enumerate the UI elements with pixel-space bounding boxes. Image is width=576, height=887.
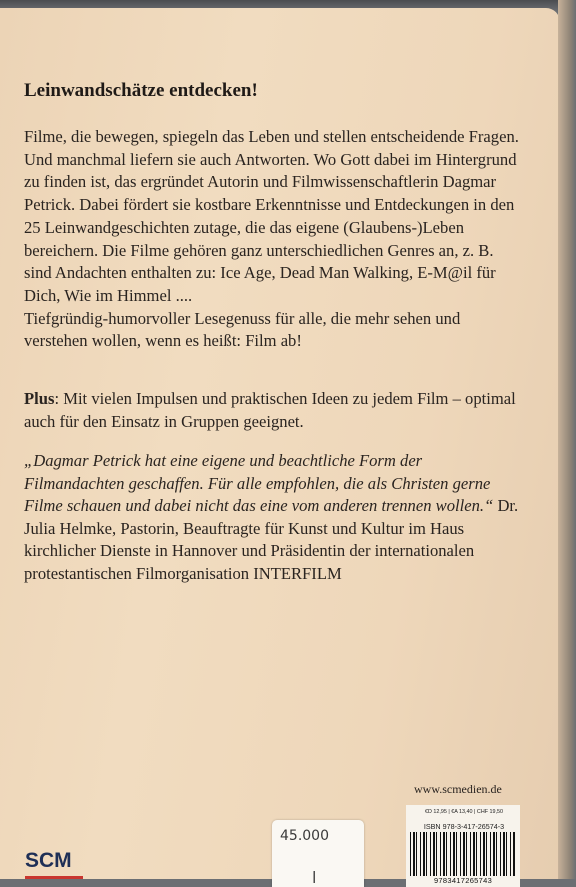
review-quote <box>24 450 524 585</box>
plus-paragraph <box>24 388 524 433</box>
isbn-number: ISBN 978-3-417-26574-3 <box>423 822 505 831</box>
cover-heading: Leinwandschätze entdecken! <box>24 80 258 101</box>
book-back-cover <box>0 8 560 887</box>
book-edge-shadow <box>558 0 576 879</box>
blurb-text: Filme, die bewegen, spiegeln das Leben und stellen entscheidende Fragen. Und manchmal liefern sie auch Antworten. Wo Gott dabei im Hintergrund zu finden ist, das ergründet Autorin und Filmwissenschaftlerin Dagmar Petrick. Dabei fördert sie kostbare Erkenntnisse und Entdeckungen in den 25 Leinwandgeschichten zutage, die das eigene (Glaubens-)Leben bereichern. Die Filme gehören ganz unterschiedlichen Genres an, z. B. sind Andachten enthalten zu: Ice Age, Dead Man Walking, E-M@il für Dich, Wie im Himmel .... <box>24 127 519 305</box>
barcode-graphic <box>410 832 516 878</box>
plus-text: : Mit vielen Impulsen und praktischen Ideen zu jedem Film – optimal auch für den Einsatz in Gruppen geeignet. <box>24 389 516 431</box>
price-sticker <box>272 820 364 887</box>
price-line: €D 12,95 | €A 13,40 | CHF 19,50 <box>424 809 504 815</box>
barcode-label <box>406 805 520 887</box>
plus-label: Plus <box>24 389 55 408</box>
quote-text: „Dagmar Petrick hat eine eigene und beachtliche Form der Filmandachten geschaffen. Für alle empfohlen, die als Christen gerne Filme schauen und dabei nicht das eine vom anderen trennen wollen.“ <box>24 451 494 515</box>
handwritten-mark: l <box>312 868 317 887</box>
publisher-website: www.scmedien.de <box>414 782 502 796</box>
barcode-digits: 9783417265743 <box>410 876 516 885</box>
blurb-paragraph <box>24 126 524 353</box>
quote-source: Dr. Julia Helmke, Pastorin, Beauftragte für Kunst und Kultur im Haus kirchlicher Dienste in Hannover und Präsidentin der internationalen protestantischen Filmorganisation INTERFILM <box>24 496 519 583</box>
blurb-closing: Tiefgründig-humorvoller Lesegenuss für alle, die mehr sehen und verstehen wollen, wenn es heißt: Film ab! <box>24 308 461 351</box>
publisher-logo: SCM <box>25 849 72 872</box>
handwritten-price: 45.000 <box>280 828 329 844</box>
